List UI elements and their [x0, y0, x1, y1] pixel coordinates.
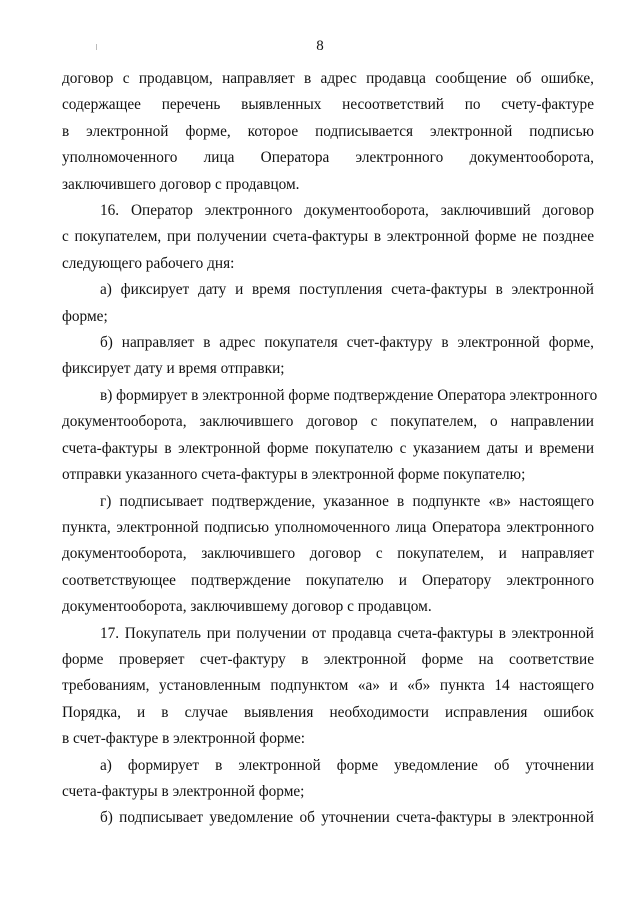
text-line: соответствующее подтверждение покупателю и Оператору электронного — [62, 571, 594, 589]
text-line: следующего рабочего дня: — [62, 254, 235, 272]
text-line: уполномоченного лица Оператора электронного документооборота, — [62, 149, 594, 167]
text-line: в электронной форме, которое подписывается электронной подписью — [62, 122, 594, 140]
paragraph — [62, 489, 594, 621]
text-line: в) формирует в электронной форме подтверждение Оператора электронного — [100, 386, 598, 404]
text-line: в счет-фактуре в электронной форме: — [62, 730, 306, 748]
text-line: договор с продавцом, направляет в адрес продавца сообщение об ошибке, — [62, 70, 594, 87]
page-number: 8 — [316, 38, 324, 54]
text-line: Порядка, и в случае выявления необходимости исправления ошибок — [62, 703, 594, 721]
paragraph — [62, 621, 594, 753]
text-line: отправки указанного счета-фактуры в электронной форме покупателю; — [62, 466, 526, 484]
document-body — [62, 66, 598, 832]
text-line: пункта, электронной подписью уполномоченного лица Оператора электронного — [62, 518, 594, 536]
text-line: документооборота, заключившего договор с покупателем, и направляет — [62, 545, 594, 563]
text-line: счета-фактуры в электронной форме покупателю с указанием даты и времени — [62, 439, 594, 457]
text-line: требованиям, установленным подпунктом «а» и «б» пункта 14 настоящего — [62, 677, 594, 695]
text-line: заключившего договор с продавцом. — [62, 175, 300, 193]
text-line: документооборота, заключившего договор с покупателем, о направлении — [62, 413, 594, 431]
paragraph — [62, 330, 594, 383]
text-line: форме проверяет счет-фактуру в электронной форме на соответствие — [62, 650, 594, 668]
paragraph — [62, 805, 594, 831]
text-line: а) формирует в электронной форме уведомление об уточнении — [100, 756, 594, 774]
text-line: документооборота, заключившему договор с продавцом. — [62, 598, 432, 616]
text-line: б) подписывает уведомление об уточнении счета-фактуры в электронной — [100, 809, 594, 827]
text-line: форме; — [62, 307, 108, 325]
paragraph — [62, 277, 594, 330]
text-line: 17. Покупатель при получении от продавца счета-фактуры в электронной — [100, 624, 594, 642]
text-line: содержащее перечень выявленных несоответствий по счету-фактуре — [62, 96, 594, 114]
text-line: счета-фактуры в электронной форме; — [62, 782, 305, 800]
paragraph — [62, 66, 594, 198]
paragraph — [62, 753, 594, 806]
text-line: фиксирует дату и время отправки; — [62, 360, 285, 378]
text-line: 16. Оператор электронного документооборота, заключивший договор — [100, 202, 594, 220]
paragraph — [62, 198, 594, 277]
text-line: с покупателем, при получении счета-фактуры в электронной форме не позднее — [62, 228, 594, 246]
text-line: а) фиксирует дату и время поступления счета-фактуры в электронной — [100, 281, 594, 299]
text-line: б) направляет в адрес покупателя счет-фактуру в электронной форме, — [100, 334, 594, 352]
text-line: г) подписывает подтверждение, указанное в подпункте «в» настоящего — [100, 492, 594, 510]
paragraph — [62, 383, 598, 489]
